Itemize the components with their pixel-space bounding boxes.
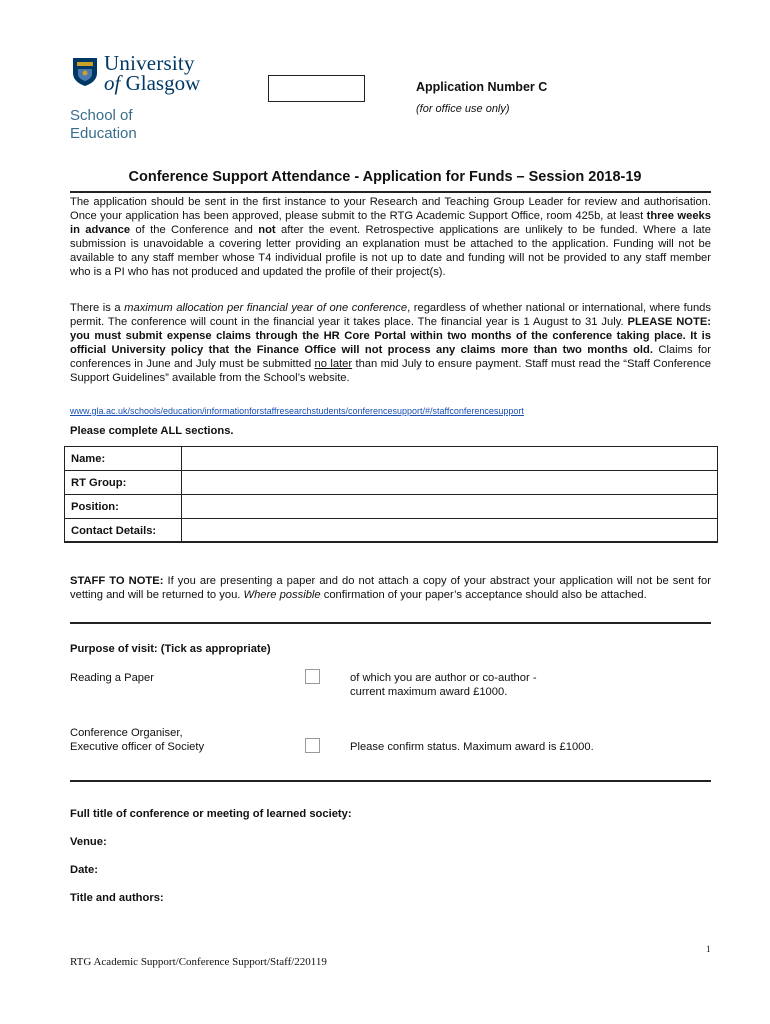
page-number: 1 [706,944,711,954]
purpose-option-desc-organiser: Please confirm status. Maximum award is £1000. [350,741,594,753]
conference-title-label: Full title of conference or meeting of learned society: [70,808,352,820]
title-divider [70,191,711,193]
name-field[interactable] [182,447,718,471]
staff-note: STAFF TO NOTE: If you are presenting a paper and do not attach a copy of your abstract your application will not be sent for vetting and will be returned to you. Where possible confirmation of your paper’s acceptance should also be attached. [70,575,711,601]
table-row [65,471,718,495]
table-row [65,447,718,471]
rt-group-label: RT Group: [65,471,182,495]
footer-reference: RTG Academic Support/Conference Support/Staff/220119 [70,956,327,968]
position-field[interactable] [182,495,718,519]
table-row [65,519,718,543]
application-number-field[interactable] [268,75,365,102]
position-label: Position: [65,495,182,519]
name-label: Name: [65,447,182,471]
section-divider [70,622,711,624]
office-use-note: (for office use only) [416,103,510,115]
contact-details-field[interactable] [182,519,718,543]
guidelines-link[interactable]: www.gla.ac.uk/schools/education/informationforstaffresearchstudents/conferencesupport/#/staffconferencesupport [70,406,524,416]
table-bottom-rule [64,541,718,543]
application-number-label: Application Number C [416,80,548,94]
page-title: Conference Support Attendance - Application for Funds – Session 2018-19 [128,169,642,185]
university-name-line2: of Glasgow [104,71,201,95]
section-divider [70,780,711,782]
school-name: School of Education [70,107,137,142]
date-label: Date: [70,864,98,876]
intro-paragraph-1: The application should be sent in the first instance to your Research and Teaching Group Leader for review and authorisation. Once your application has been approved, please submit to the RTG Academic Support Office, room 425b, at least three weeks in advance of the Conference and not after the event. Retrospective applications are unlikely to be funded. Where a late submission is unavoidable a covering letter providing an explanation must be attached to the application. Funding will not be available to any staff member whose T4 individual profile is not up to date and funding will not be provided to any staff member who is a PI who has not produced and updated the profile of their project(s). [70,196,712,278]
venue-label: Venue: [70,836,107,848]
purpose-heading: Purpose of visit: (Tick as appropriate) [70,643,271,655]
purpose-option-label-organiser: Conference Organiser, Executive officer of Society [70,727,205,753]
applicant-details-table [64,446,718,543]
title-authors-label: Title and authors: [70,892,164,904]
purpose-option-desc-reading: of which you are author or co-author - current maximum award £1000. [350,672,537,698]
table-row [65,495,718,519]
intro-paragraph-2: There is a maximum allocation per financial year of one conference, regardless of whether national or international, where funds permit. The conference will count in the financial year it takes place. The financial year is 1 August to 31 July. PLEASE NOTE: you must submit expense claims through the HR Core Portal within two months of the conference taking place. It is official University policy that the Finance Office will not process any claims more than two months old. Claims for conferences in June and July must be submitted no later than mid July to ensure payment. Staff must read the “Staff Conference Support Guidelines” available from the School’s website. [70,302,712,384]
reading-paper-checkbox[interactable] [305,669,320,684]
complete-all-note: Please complete ALL sections. [70,425,234,437]
university-name-line1: University [104,51,195,75]
purpose-option-label-reading: Reading a Paper [70,672,154,684]
rt-group-field[interactable] [182,471,718,495]
contact-details-label: Contact Details: [65,519,182,543]
university-crest-icon [72,57,98,87]
organiser-checkbox[interactable] [305,738,320,753]
